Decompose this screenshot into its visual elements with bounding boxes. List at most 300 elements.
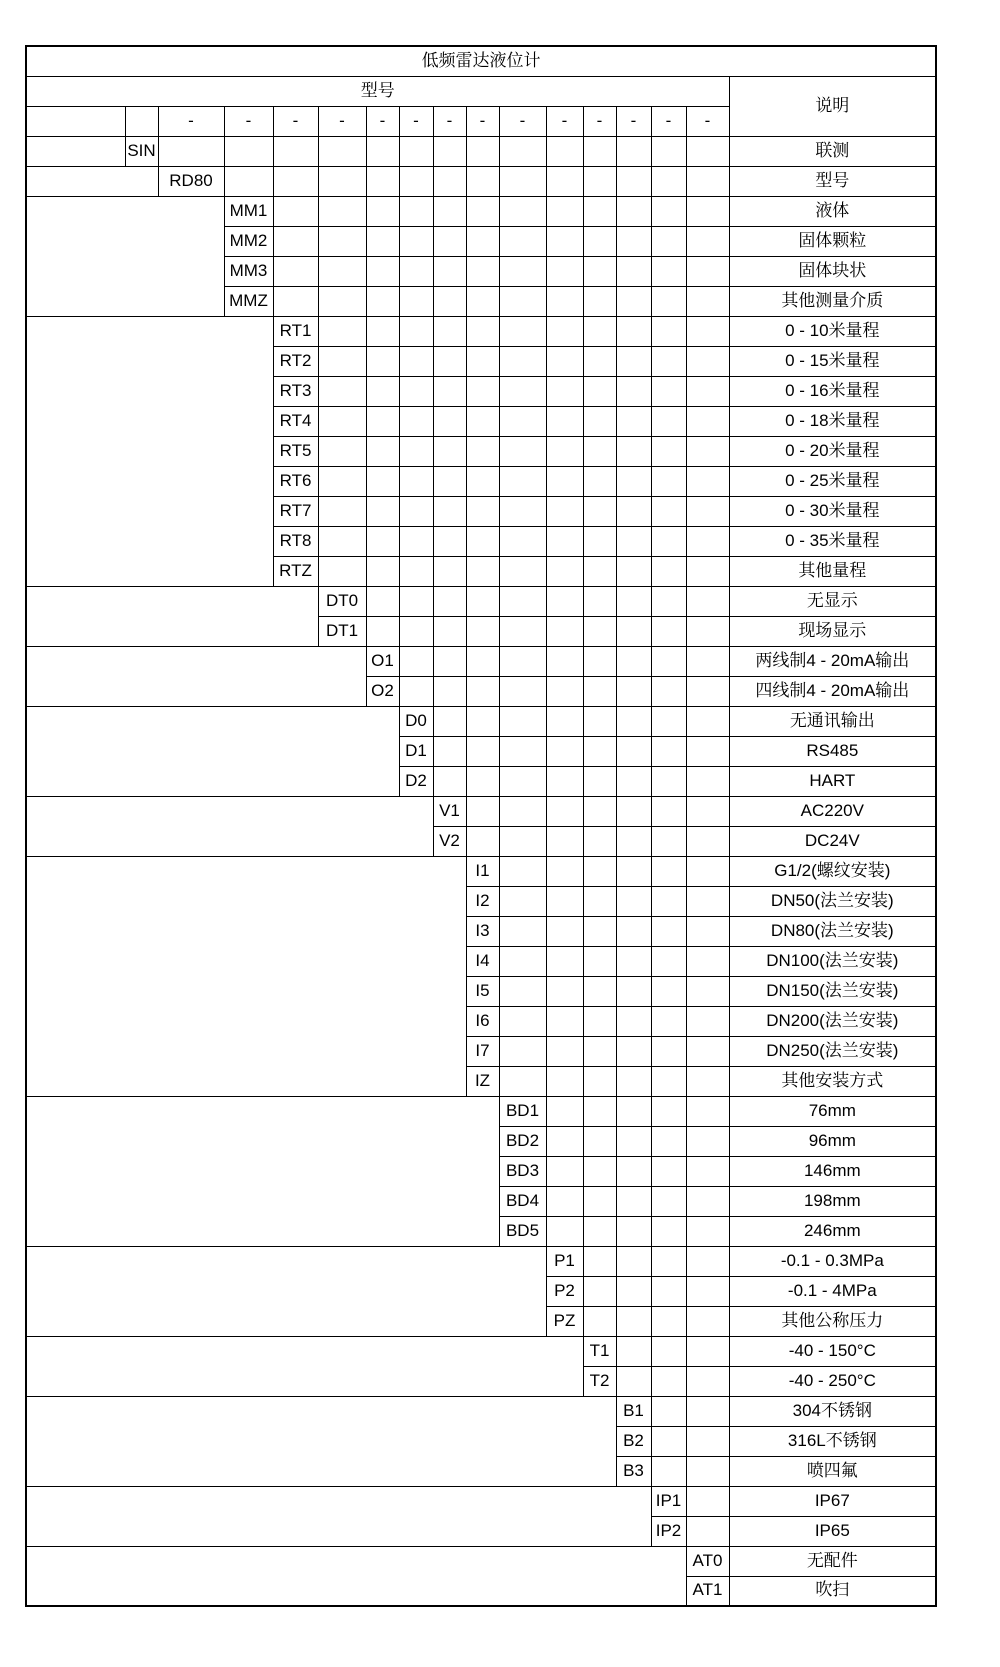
empty-grid-cell — [616, 226, 651, 256]
empty-grid-cell — [583, 916, 616, 946]
empty-grid-cell — [433, 436, 466, 466]
description-cell: 固体颗粒 — [729, 226, 936, 256]
empty-grid-cell — [583, 1006, 616, 1036]
empty-grid-cell — [686, 946, 729, 976]
model-separator-cell: - — [686, 106, 729, 136]
empty-grid-cell — [651, 586, 686, 616]
empty-grid-cell — [158, 136, 224, 166]
option-row — [26, 646, 936, 676]
code-cell: DT1 — [318, 616, 366, 646]
empty-grid-cell — [499, 766, 546, 796]
empty-grid-cell — [318, 376, 366, 406]
code-cell: D2 — [399, 766, 433, 796]
empty-grid-cell — [616, 1156, 651, 1186]
empty-grid-cell — [546, 706, 583, 736]
empty-grid-cell — [616, 976, 651, 1006]
description-cell: 0 - 16米量程 — [729, 376, 936, 406]
category-cell: 公司名称 — [26, 136, 125, 166]
empty-grid-cell — [433, 226, 466, 256]
category-cell: 测量介质 — [26, 196, 224, 316]
empty-grid-cell — [273, 136, 318, 166]
empty-grid-cell — [686, 586, 729, 616]
code-cell: I4 — [466, 946, 499, 976]
empty-grid-cell — [546, 406, 583, 436]
empty-grid-cell — [651, 856, 686, 886]
description-cell: 其他测量介质 — [729, 286, 936, 316]
empty-grid-cell — [651, 1456, 686, 1486]
empty-grid-cell — [546, 736, 583, 766]
code-cell: BD1 — [499, 1096, 546, 1126]
description-cell: 吹扫 — [729, 1576, 936, 1606]
empty-grid-cell — [616, 586, 651, 616]
empty-grid-cell — [686, 1426, 729, 1456]
empty-grid-cell — [583, 736, 616, 766]
empty-grid-cell — [616, 556, 651, 586]
description-cell: -0.1 - 0.3MPa — [729, 1246, 936, 1276]
empty-grid-cell — [686, 1036, 729, 1066]
empty-grid-cell — [686, 1396, 729, 1426]
empty-grid-cell — [583, 586, 616, 616]
empty-grid-cell — [583, 766, 616, 796]
code-cell: MM2 — [224, 226, 273, 256]
empty-grid-cell — [616, 1366, 651, 1396]
empty-grid-cell — [433, 376, 466, 406]
empty-grid-cell — [399, 376, 433, 406]
empty-grid-cell — [366, 136, 399, 166]
empty-grid-cell — [616, 646, 651, 676]
empty-grid-cell — [399, 226, 433, 256]
empty-grid-cell — [616, 1006, 651, 1036]
empty-grid-cell — [651, 1066, 686, 1096]
empty-grid-cell — [273, 256, 318, 286]
description-cell: 固体块状 — [729, 256, 936, 286]
description-cell: 0 - 10米量程 — [729, 316, 936, 346]
empty-grid-cell — [546, 376, 583, 406]
empty-grid-cell — [499, 526, 546, 556]
empty-grid-cell — [273, 226, 318, 256]
empty-grid-cell — [686, 1486, 729, 1516]
empty-grid-cell — [433, 406, 466, 436]
code-cell: RT1 — [273, 316, 318, 346]
empty-grid-cell — [616, 286, 651, 316]
code-cell: P2 — [546, 1276, 583, 1306]
empty-grid-cell — [546, 916, 583, 946]
empty-grid-cell — [433, 346, 466, 376]
empty-grid-cell — [583, 1306, 616, 1336]
empty-grid-cell — [651, 166, 686, 196]
description-cell: 液体 — [729, 196, 936, 226]
empty-grid-cell — [433, 646, 466, 676]
empty-grid-cell — [686, 436, 729, 466]
empty-grid-cell — [616, 826, 651, 856]
empty-grid-cell — [686, 1276, 729, 1306]
empty-grid-cell — [583, 346, 616, 376]
empty-grid-cell — [651, 916, 686, 946]
empty-grid-cell — [546, 856, 583, 886]
empty-grid-cell — [399, 136, 433, 166]
code-cell: IZ — [466, 1066, 499, 1096]
category-cell: 型号 — [26, 166, 158, 196]
code-cell: MM1 — [224, 196, 273, 226]
empty-grid-cell — [686, 736, 729, 766]
code-cell: RT5 — [273, 436, 318, 466]
empty-grid-cell — [273, 166, 318, 196]
empty-grid-cell — [399, 166, 433, 196]
empty-grid-cell — [546, 886, 583, 916]
empty-grid-cell — [686, 556, 729, 586]
empty-grid-cell — [546, 316, 583, 346]
empty-grid-cell — [686, 886, 729, 916]
description-cell: 其他量程 — [729, 556, 936, 586]
empty-grid-cell — [651, 526, 686, 556]
option-row — [26, 1096, 936, 1126]
code-cell: D0 — [399, 706, 433, 736]
empty-grid-cell — [366, 286, 399, 316]
empty-grid-cell — [499, 676, 546, 706]
empty-grid-cell — [583, 886, 616, 916]
empty-grid-cell — [583, 316, 616, 346]
empty-grid-cell — [366, 436, 399, 466]
empty-grid-cell — [224, 166, 273, 196]
code-cell: PZ — [546, 1306, 583, 1336]
empty-grid-cell — [399, 466, 433, 496]
code-cell: RT4 — [273, 406, 318, 436]
empty-grid-cell — [651, 796, 686, 826]
empty-grid-cell — [616, 916, 651, 946]
empty-grid-cell — [499, 316, 546, 346]
option-row — [26, 316, 936, 346]
description-cell: 246mm — [729, 1216, 936, 1246]
empty-grid-cell — [651, 406, 686, 436]
empty-grid-cell — [686, 616, 729, 646]
empty-grid-cell — [651, 136, 686, 166]
description-cell: DN150(法兰安装) — [729, 976, 936, 1006]
empty-grid-cell — [546, 196, 583, 226]
empty-grid-cell — [433, 256, 466, 286]
empty-grid-cell — [546, 586, 583, 616]
empty-grid-cell — [546, 1006, 583, 1036]
empty-grid-cell — [546, 496, 583, 526]
description-cell: AC220V — [729, 796, 936, 826]
empty-grid-cell — [546, 226, 583, 256]
empty-grid-cell — [651, 1186, 686, 1216]
empty-grid-cell — [466, 406, 499, 436]
empty-grid-cell — [399, 556, 433, 586]
empty-grid-cell — [686, 1096, 729, 1126]
empty-grid-cell — [583, 976, 616, 1006]
code-cell: V2 — [433, 826, 466, 856]
description-cell: 146mm — [729, 1156, 936, 1186]
empty-grid-cell — [686, 286, 729, 316]
empty-grid-cell — [686, 166, 729, 196]
empty-grid-cell — [499, 346, 546, 376]
empty-grid-cell — [466, 796, 499, 826]
empty-grid-cell — [318, 406, 366, 436]
category-cell: 显示类型 — [26, 586, 318, 646]
empty-grid-cell — [433, 166, 466, 196]
empty-grid-cell — [651, 886, 686, 916]
empty-grid-cell — [651, 1036, 686, 1066]
empty-grid-cell — [433, 676, 466, 706]
empty-grid-cell — [546, 946, 583, 976]
empty-grid-cell — [499, 376, 546, 406]
empty-grid-cell — [366, 256, 399, 286]
empty-grid-cell — [273, 286, 318, 316]
description-cell: 76mm — [729, 1096, 936, 1126]
empty-grid-cell — [616, 1066, 651, 1096]
empty-grid-cell — [366, 526, 399, 556]
empty-grid-cell — [686, 376, 729, 406]
description-cell: 316L不锈钢 — [729, 1426, 936, 1456]
empty-grid-cell — [318, 166, 366, 196]
code-cell: RT3 — [273, 376, 318, 406]
model-separator-cell: - — [616, 106, 651, 136]
empty-grid-cell — [583, 166, 616, 196]
category-cell: 防护等级 — [26, 1486, 651, 1546]
code-cell: RTZ — [273, 556, 318, 586]
empty-grid-cell — [583, 856, 616, 886]
model-separator-cell: - — [366, 106, 399, 136]
option-row — [26, 1336, 936, 1366]
model-separator-cell: - — [224, 106, 273, 136]
empty-grid-cell — [616, 736, 651, 766]
empty-grid-cell — [651, 256, 686, 286]
empty-grid-cell — [499, 856, 546, 886]
description-cell: DN50(法兰安装) — [729, 886, 936, 916]
empty-grid-cell — [546, 466, 583, 496]
empty-grid-cell — [583, 1096, 616, 1126]
description-cell: 304不锈钢 — [729, 1396, 936, 1426]
model-separator-cell: - — [499, 106, 546, 136]
empty-grid-cell — [651, 676, 686, 706]
empty-grid-cell — [583, 436, 616, 466]
empty-grid-cell — [686, 466, 729, 496]
empty-grid-cell — [546, 676, 583, 706]
empty-grid-cell — [651, 736, 686, 766]
empty-grid-cell — [433, 706, 466, 736]
empty-grid-cell — [616, 346, 651, 376]
empty-grid-cell — [651, 226, 686, 256]
empty-grid-cell — [651, 196, 686, 226]
empty-grid-cell — [583, 616, 616, 646]
empty-grid-cell — [686, 706, 729, 736]
empty-grid-cell — [583, 1036, 616, 1066]
category-cell: 公称压力 — [26, 1246, 546, 1336]
empty-grid-cell — [546, 286, 583, 316]
empty-grid-cell — [466, 826, 499, 856]
description-cell: 四线制4 - 20mA输出 — [729, 676, 936, 706]
empty-grid-cell — [318, 436, 366, 466]
model-separator-cell: - — [273, 106, 318, 136]
empty-grid-cell — [546, 526, 583, 556]
code-cell: SIN — [125, 136, 158, 166]
empty-grid-cell — [366, 166, 399, 196]
empty-grid-cell — [651, 286, 686, 316]
empty-grid-cell — [499, 226, 546, 256]
empty-grid-cell — [616, 1096, 651, 1126]
category-cell: 配件类型 — [26, 1546, 686, 1606]
empty-grid-cell — [616, 856, 651, 886]
empty-grid-cell — [366, 226, 399, 256]
description-cell: 型号 — [729, 166, 936, 196]
empty-grid-cell — [399, 346, 433, 376]
empty-grid-cell — [616, 796, 651, 826]
empty-grid-cell — [651, 316, 686, 346]
description-cell: DN100(法兰安装) — [729, 946, 936, 976]
empty-grid-cell — [466, 346, 499, 376]
description-cell: 两线制4 - 20mA输出 — [729, 646, 936, 676]
description-cell: 无配件 — [729, 1546, 936, 1576]
option-row — [26, 166, 936, 196]
empty-grid-cell — [318, 286, 366, 316]
empty-grid-cell — [686, 1186, 729, 1216]
empty-grid-cell — [651, 1306, 686, 1336]
empty-grid-cell — [651, 1426, 686, 1456]
empty-grid-cell — [499, 196, 546, 226]
empty-grid-cell — [583, 286, 616, 316]
empty-grid-cell — [686, 406, 729, 436]
empty-grid-cell — [546, 646, 583, 676]
empty-grid-cell — [433, 526, 466, 556]
empty-grid-cell — [546, 1156, 583, 1186]
description-cell: 198mm — [729, 1186, 936, 1216]
empty-grid-cell — [686, 796, 729, 826]
code-cell: RT6 — [273, 466, 318, 496]
description-cell: IP67 — [729, 1486, 936, 1516]
empty-grid-cell — [466, 436, 499, 466]
description-cell: 喷四氟 — [729, 1456, 936, 1486]
code-cell: O2 — [366, 676, 399, 706]
empty-grid-cell — [651, 706, 686, 736]
empty-grid-cell — [583, 526, 616, 556]
empty-grid-cell — [616, 886, 651, 916]
empty-grid-cell — [616, 706, 651, 736]
option-row — [26, 1396, 936, 1426]
empty-grid-cell — [318, 556, 366, 586]
empty-grid-cell — [318, 256, 366, 286]
code-cell: I7 — [466, 1036, 499, 1066]
description-cell: -40 - 150°C — [729, 1336, 936, 1366]
empty-grid-cell — [546, 1066, 583, 1096]
description-cell: 0 - 20米量程 — [729, 436, 936, 466]
empty-grid-cell — [366, 496, 399, 526]
empty-grid-cell — [466, 196, 499, 226]
empty-grid-cell — [433, 286, 466, 316]
empty-grid-cell — [583, 256, 616, 286]
empty-grid-cell — [546, 136, 583, 166]
empty-grid-cell — [499, 556, 546, 586]
empty-grid-cell — [616, 136, 651, 166]
empty-grid-cell — [686, 1246, 729, 1276]
description-cell: G1/2(螺纹安装) — [729, 856, 936, 886]
empty-grid-cell — [499, 886, 546, 916]
empty-grid-cell — [651, 376, 686, 406]
empty-grid-cell — [651, 1006, 686, 1036]
empty-grid-cell — [651, 1246, 686, 1276]
empty-grid-cell — [616, 376, 651, 406]
code-cell: IP1 — [651, 1486, 686, 1516]
empty-grid-cell — [466, 586, 499, 616]
empty-grid-cell — [499, 826, 546, 856]
empty-grid-cell — [616, 526, 651, 556]
empty-grid-cell — [499, 1036, 546, 1066]
empty-grid-cell — [499, 916, 546, 946]
description-cell: 0 - 35米量程 — [729, 526, 936, 556]
empty-grid-cell — [686, 1336, 729, 1366]
empty-grid-cell — [466, 616, 499, 646]
description-cell: -0.1 - 4MPa — [729, 1276, 936, 1306]
empty-grid-cell — [466, 466, 499, 496]
description-cell: 0 - 30米量程 — [729, 496, 936, 526]
empty-grid-cell — [466, 556, 499, 586]
option-row — [26, 1486, 936, 1516]
empty-grid-cell — [616, 1246, 651, 1276]
empty-grid-cell — [686, 1456, 729, 1486]
empty-grid-cell — [433, 196, 466, 226]
empty-grid-cell — [686, 256, 729, 286]
empty-grid-cell — [651, 1096, 686, 1126]
code-cell: BD2 — [499, 1126, 546, 1156]
code-cell: I3 — [466, 916, 499, 946]
empty-grid-cell — [466, 376, 499, 406]
empty-grid-cell — [651, 1276, 686, 1306]
code-cell: DT0 — [318, 586, 366, 616]
empty-grid-cell — [583, 946, 616, 976]
empty-grid-cell — [651, 1156, 686, 1186]
empty-grid-cell — [366, 376, 399, 406]
code-cell: AT1 — [686, 1576, 729, 1606]
empty-grid-cell — [616, 766, 651, 796]
empty-grid-cell — [366, 196, 399, 226]
empty-grid-cell — [499, 136, 546, 166]
model-separator-cell: - — [399, 106, 433, 136]
empty-grid-cell — [651, 976, 686, 1006]
code-cell: MMZ — [224, 286, 273, 316]
empty-grid-cell — [616, 1216, 651, 1246]
empty-grid-cell — [686, 496, 729, 526]
code-cell: RD80 — [158, 166, 224, 196]
empty-grid-cell — [318, 466, 366, 496]
description-cell: IP65 — [729, 1516, 936, 1546]
empty-grid-cell — [616, 256, 651, 286]
code-cell: T1 — [583, 1336, 616, 1366]
title-row — [26, 46, 936, 76]
empty-grid-cell — [583, 226, 616, 256]
empty-grid-cell — [466, 226, 499, 256]
description-cell: 其他公称压力 — [729, 1306, 936, 1336]
option-row — [26, 706, 936, 736]
empty-grid-cell — [499, 1066, 546, 1096]
empty-grid-cell — [466, 316, 499, 346]
empty-grid-cell — [499, 706, 546, 736]
empty-grid-cell — [651, 766, 686, 796]
empty-grid-cell — [616, 676, 651, 706]
empty-grid-cell — [583, 1276, 616, 1306]
code-cell: RT7 — [273, 496, 318, 526]
empty-grid-cell — [583, 1126, 616, 1156]
empty-grid-cell — [686, 916, 729, 946]
empty-grid-cell — [651, 346, 686, 376]
empty-grid-cell — [651, 826, 686, 856]
code-cell: O1 — [366, 646, 399, 676]
description-cell: RS485 — [729, 736, 936, 766]
empty-grid-cell — [616, 436, 651, 466]
empty-grid-cell — [499, 736, 546, 766]
option-row — [26, 136, 936, 166]
empty-grid-cell — [399, 586, 433, 616]
code-cell: MM3 — [224, 256, 273, 286]
empty-grid-cell — [651, 436, 686, 466]
